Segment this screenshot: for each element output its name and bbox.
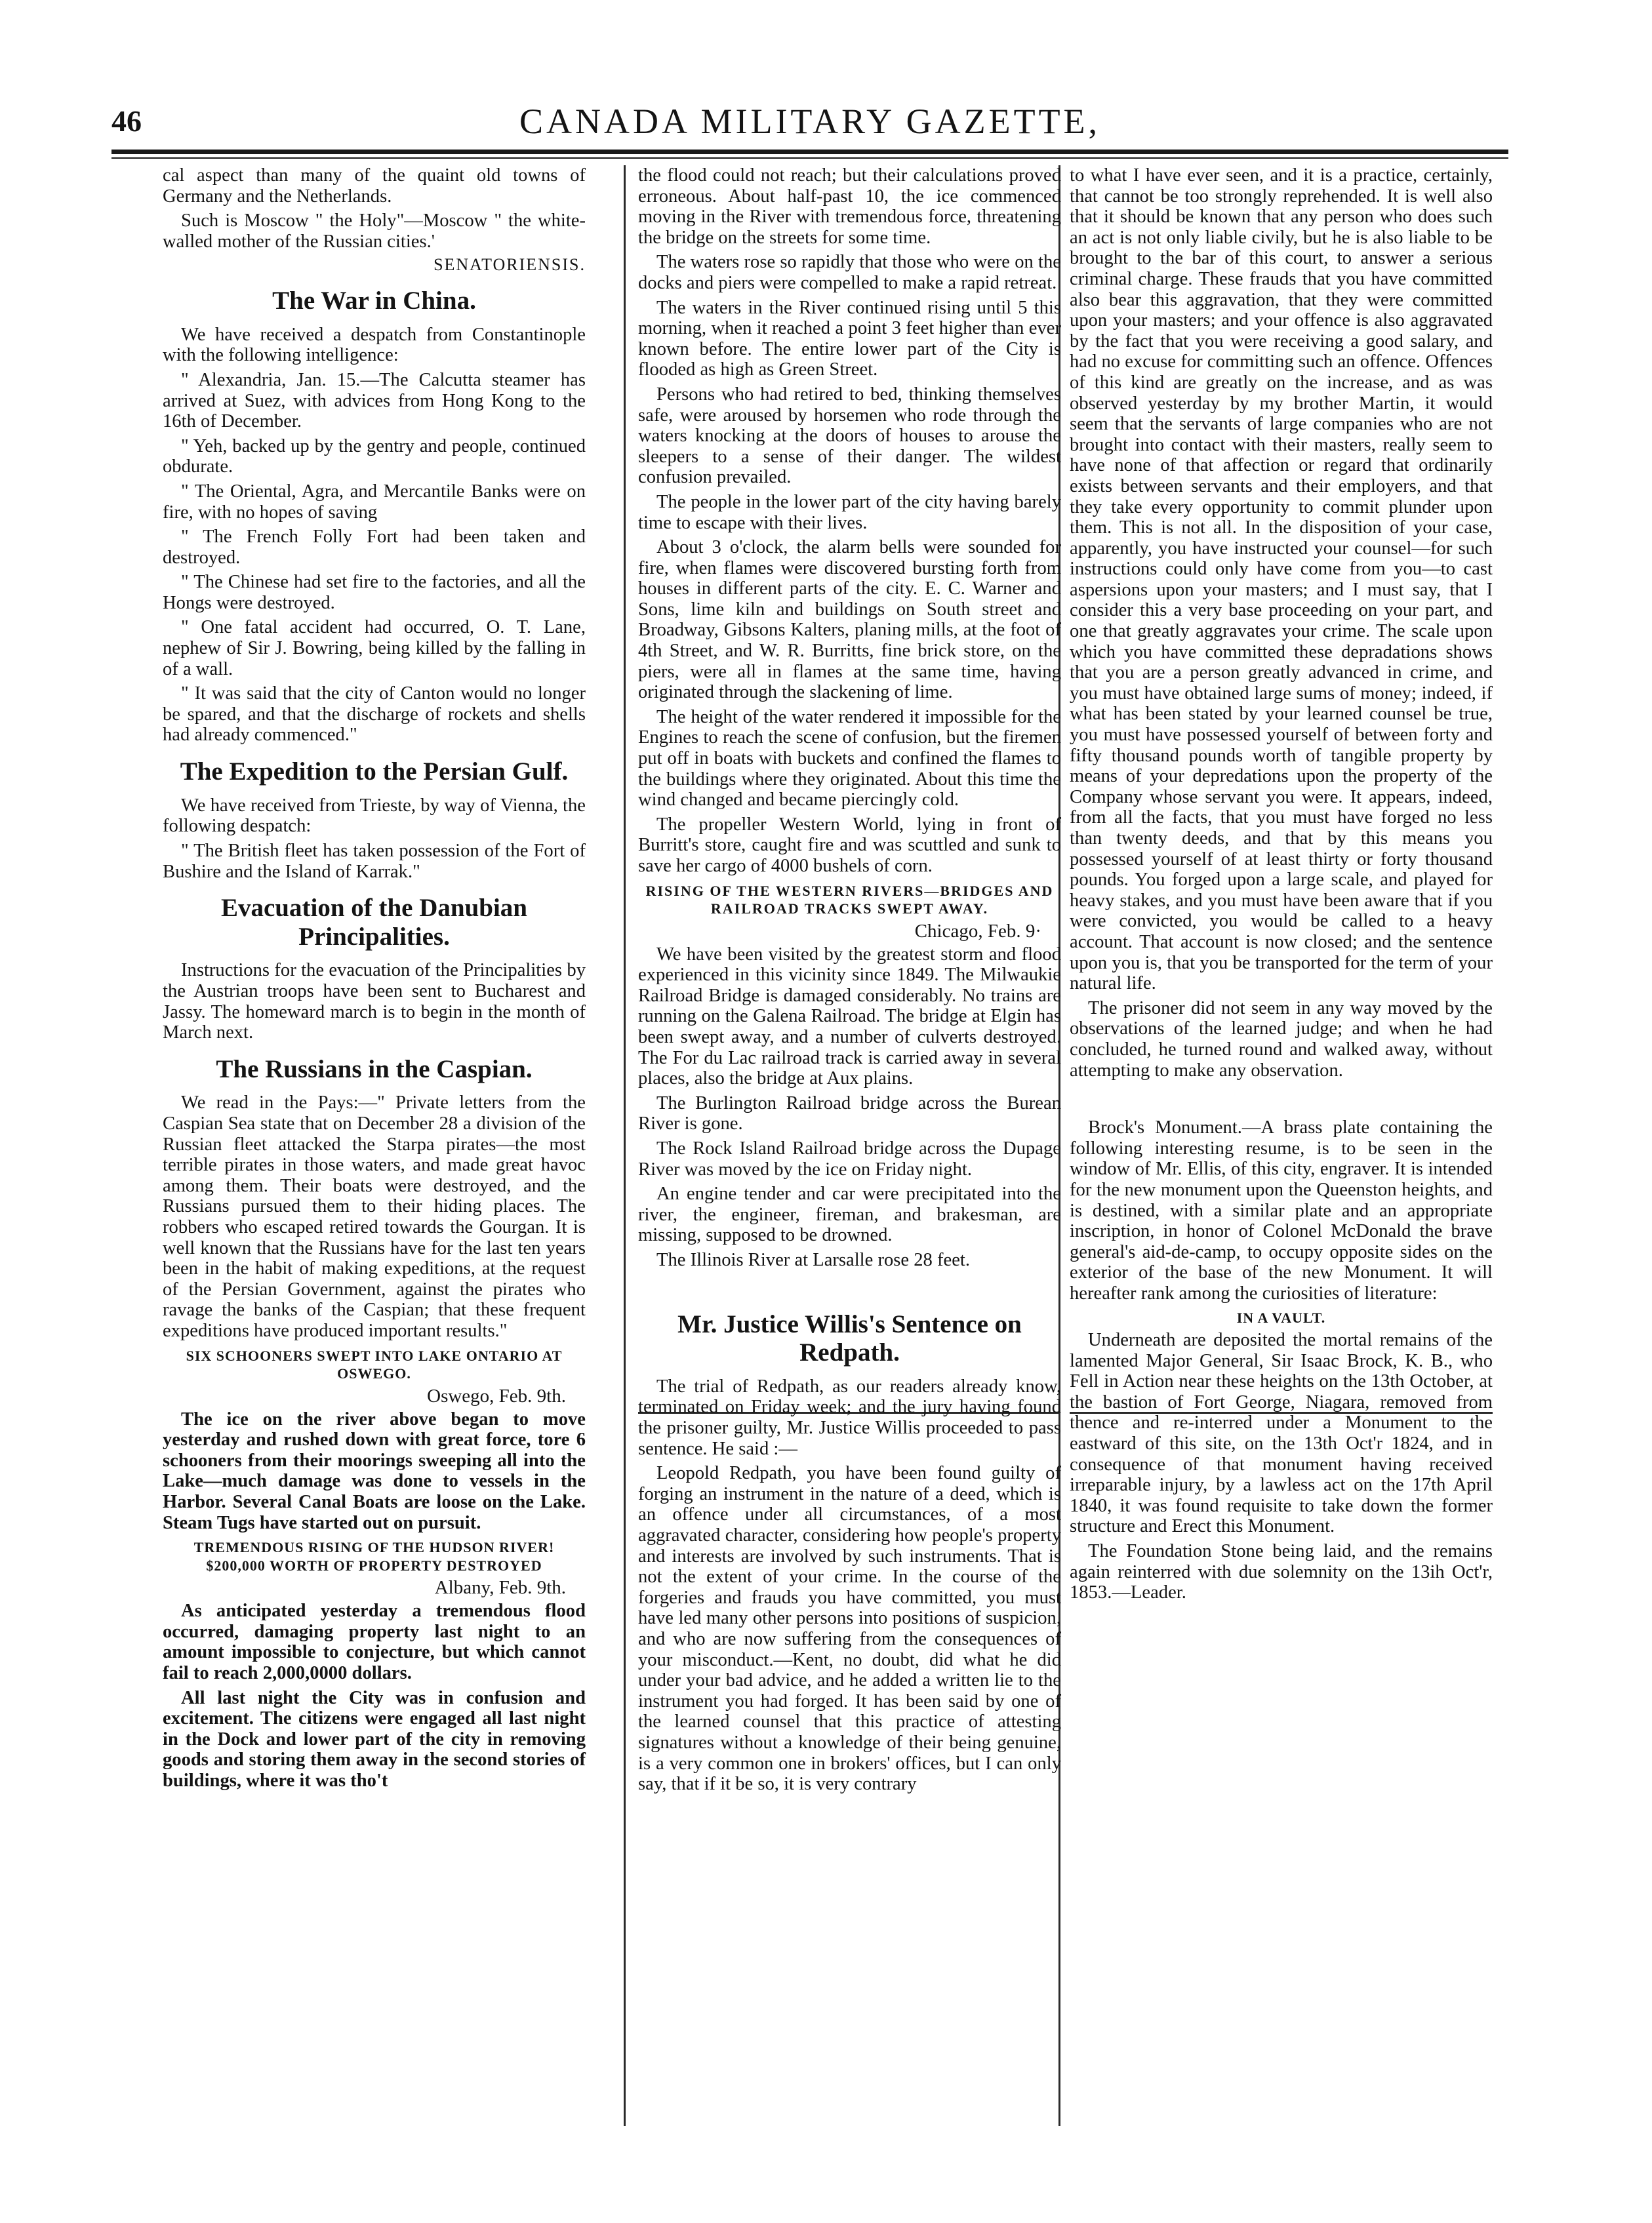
column-3 [1070,165,1493,1607]
dateline: Oswego, Feb. 9th. [427,1385,566,1407]
column-2 [638,165,1061,1799]
article-paragraph: " Yeh, backed up by the gentry and people, continued obdurate. [163,435,586,477]
header-rule [111,150,1508,154]
article-heading: The Expedition to the Persian Gulf. [180,757,569,786]
article-heading: Mr. Justice Willis's Sentence on Redpath. [677,1310,1022,1367]
article-paragraph: The height of the water rendered it impossible for the Engines to reach the scene of confusion, but the firemen put off in boats with buckets and confined the flames to the buildings where they originated. About this time the wind changed and became piercingly cold. [638,706,1061,811]
page-number: 46 [111,104,142,138]
article-paragraph: The prisoner did not seem in any way moved by the observations of the learned judge; and when he had concluded, he turned round and walked away, without attempting to make any observation. [1070,997,1493,1081]
article-paragraph: The people in the lower part of the city having barely time to escape with their lives. [638,491,1061,533]
article-paragraph: Persons who had retired to bed, thinking themselves safe, were aroused by horsemen who rode through the waters knocking at the doors of houses to arouse the sleepers to a sense of their danger. The wildest confusion prevailed. [638,384,1061,488]
article-paragraph: Leopold Redpath, you have been found guilty of forging an instrument in the nature of a deed, which is an offence under all circumstances, of a most aggravated character, considering how people's property and interests are involved by such instruments. That is not the extent of your crime. In the course of the forgeries and frauds you have committed, you must have led many other persons into positions of suspicion, and who are now suffering from the consequences of your misconduct.—Kent, no doubt, did what he did under your bad advice, and he added a written lie to the instrument you had forged. It has been said by one of the learned counsel that this practice of attesting signatures without a knowledge of their being genuine, is a very common one in brokers' offices, but I can only say, that if it be so, it is very contrary [638,1463,1061,1795]
article-paragraph: The trial of Redpath, as our readers already know, terminated on Friday week; and the jury having found the prisoner guilty, Mr. Justice Willis proceeded to pass sentence. He said :— [638,1376,1061,1459]
article-paragraph: the flood could not reach; but their calculations proved erroneous. About half-past 10, the ice commenced moving in the River with tremendous force, threatening the bridge on the streets for some time. [638,165,1061,248]
article-paragraph: Underneath are deposited the mortal remains of the lamented Major General, Sir Isaac Brock, K. B., who Fell in Action near these heights on the 13th October, at the bastion of Fort George, Niagara, removed from thence and re-interred under a Monument to the eastward of this site, on the 13th Oct'r 1824, and in consequence of that monument having received irreparable injury, by a lawless act on the 17th April 1840, it was found requisite to take down the former structure and Erect this Monument. [1070,1329,1493,1537]
article-paragraph: " Alexandria, Jan. 15.—The Calcutta steamer has arrived at Suez, with advices from Hong Kong to the 16th of December. [163,369,586,432]
article-paragraph: " The British fleet has taken possession of the Fort of Bushire and the Island of Karrak." [163,840,586,882]
news-subheading: IN A VAULT. [1236,1310,1326,1327]
header-rule-thin [111,157,1508,159]
dateline: Chicago, Feb. 9· [914,920,1041,942]
article-paragraph: We have been visited by the greatest storm and flood experienced in this vicinity since 1849. The Milwaukie Railroad Bridge is damaged considerably. No trains are running on the Galena Railroad. The bridge at Elgin has been swept away, and a number of culverts destroyed. The For du Lac railroad track is carried away in several places, also the bridge at Aux plains. [638,944,1061,1089]
masthead-title: CANADA MILITARY GAZETTE, [519,102,1101,141]
article-paragraph: " The Oriental, Agra, and Mercantile Banks were on fire, with no hopes of saving [163,481,586,523]
article-paragraph: As anticipated yesterday a tremendous flood occurred, damaging property last night to an amount impossible to conjecture, but which cannot fail to reach 2,000,0000 dollars. [163,1601,586,1684]
article-heading: Evacuation of the Danubian Principalities. [220,894,527,951]
article-paragraph: " It was said that the city of Canton would no longer be spared, and that the discharge of rockets and shells had already commenced." [163,683,586,746]
article-paragraph: The Foundation Stone being laid, and the remains again reinterred with due solemnity on the 13ih Oct'r, 1853.—Leader. [1070,1540,1493,1603]
article-paragraph: The ice on the river above began to move yesterday and rushed down with great force, tore 6 schooners from their moorings sweeping all into the Lake—much damage was done to vessels in the Harbor. Several Canal Boats are loose on the Lake. Steam Tugs have started out on pursuit. [163,1409,586,1533]
author-signature: SENATORIENSIS. [433,255,586,275]
article-paragraph: The Rock Island Railroad bridge across the Dupage River was moved by the ice on Friday night. [638,1138,1061,1180]
news-subheading: RISING OF THE WESTERN RIVERS—BRIDGES AND RAILROAD TRACKS SWEPT AWAY. [645,882,1054,917]
article-paragraph: We read in the Pays:—" Private letters from the Caspian Sea state that on December 28 a division of the Russian fleet attacked the Starpa pirates—the most terrible pirates in those waters, and made great havoc among them. Their boats were destroyed, and the Russians pursued them to their hiding places. The robbers who escaped retired towards the Gourgan. It is well known that the Russians have for the last ten years been in the habit of making expeditions, at the request of the Persian Government, against the pirates who ravage the banks of the Caspian; that these frequent expeditions have produced important results." [163,1092,586,1342]
column-divider [624,165,626,2126]
article-paragraph: " The French Folly Fort had been taken and destroyed. [163,527,586,568]
column-1 [163,165,586,1795]
article-paragraph: The waters in the River continued rising until 5 this morning, when it reached a point 3 feet higher than ever known before. The entire lower part of the City is flooded as high as Green Street. [638,297,1061,380]
page-header [111,98,1508,151]
article-heading: The Russians in the Caspian. [216,1054,533,1083]
article-paragraph: " The Chinese had set fire to the factories, and all the Hongs were destroyed. [163,572,586,613]
article-paragraph: to what I have ever seen, and it is a practice, certainly, that cannot be too strongly reprehended. It is well also that it should be known that any person who does such an act is not only liable civily, but he is also liable to be brought to the bar of this court, to answer a serious criminal charge. These frauds that you have committed also bear this aggravation, that they were committed upon your masters; and your offence is also aggravated by the fact that you were receiving a good salary, and had no excuse for committing such an offence. Offences of this kind are greatly on the increase, and as was observed yesterday by my brother Martin, it would seem that the servants of large companies who are not brought into contact with their masters, really seem to have none of that affection or regard that ordinarily exists between servants and their employers, and that they take every opportunity to commit plunder upon them. This is not all. In the disposition of your case, apparently, you have instructed your counsel—for such instructions could only have come from you—to cast aspersions upon your masters; and I must say, that I consider this a very base proceeding on your part, and one that greatly aggravates your crime. The scale upon which you have committed these depradations shows that you are a person greatly advanced in crime, and you must have obtained large sums of money; indeed, if what has been stated by your learned counsel be true, you must have possessed yourself of between forty and fifty thousand pounds worth of tangible property by means of your depredations upon the property of the Company whose servant you were. It appears, indeed, from all the facts, that you must have forged no less than twenty deeds, and that by this means you possessed yourself of at least thirty or forty thousand pounds. You forged upon a large scale, and played for heavy stakes, and you must have been aware that if you were convicted, you would be called to a heavy account. That account is now closed; and the sentence upon you is, that you be transported for the term of your natural life. [1070,165,1493,994]
article-paragraph: We have received from Trieste, by way of Vienna, the following despatch: [163,795,586,837]
article-paragraph: The Burlington Railroad bridge across the Burean River is gone. [638,1092,1061,1134]
dateline: Albany, Feb. 9th. [434,1577,566,1599]
article-paragraph: The Illinois River at Larsalle rose 28 feet. [656,1249,970,1270]
article-paragraph: cal aspect than many of the quaint old towns of Germany and the Netherlands. [163,165,586,207]
article-paragraph: All last night the City was in confusion and excitement. The citizens were engaged all last night in the Dock and lower part of the city in removing goods and storing them away in the second stories of buildings, where it was tho't [163,1687,586,1791]
article-paragraph: About 3 o'clock, the alarm bells were sounded for fire, when flames were discovered bursting forth from houses in different parts of the city. E. C. Warner and Sons, lime kiln and buildings on South street and Broadway, Gibsons Kalters, planing mills, at the foot of 4th Street, and W. R. Burritts, fine brick store, on the piers, were all in flames at the same time, having originated through the slackening of lime. [638,537,1061,703]
article-paragraph: An engine tender and car were precipitated into the river, the engineer, fireman, and brakesman, are missing, supposed to be drowned. [638,1184,1061,1246]
news-subheading: SIX SCHOONERS SWEPT INTO LAKE ONTARIO AT OSWEGO. [186,1347,563,1382]
article-paragraph: " One fatal accident had occurred, O. T. Lane, nephew of Sir J. Bowring, being killed by the falling in of a wall. [163,617,586,679]
article-heading: The War in China. [272,287,476,315]
article-paragraph: Brock's Monument.—A brass plate containing the following interesting resume, is to be seen in the window of Mr. Ellis, of this city, engraver. It is intended for the new monument upon the Queenston heights, and is destined, with a similar plate and an appropriate inscription, in honor of Colonel McDonald the brave general's aid-de-camp, to occupy opposite sides on the exterior of the base of the new Monument. It will hereafter rank among the curiosities of literature: [1070,1117,1493,1304]
article-paragraph: Instructions for the evacuation of the Principalities by the Austrian troops have been sent to Bucharest and Jassy. The homeward march is to begin in the month of March next. [163,960,586,1043]
news-subheading: TREMENDOUS RISING OF THE HUDSON RIVER! $200,000 WORTH OF PROPERTY DESTROYED [193,1539,555,1574]
article-paragraph: We have received a despatch from Constantinople with the following intelligence: [163,324,586,366]
article-paragraph: Such is Moscow " the Holy"—Moscow " the white-walled mother of the Russian cities.' [163,210,586,252]
article-paragraph: The propeller Western World, lying in front of Burritt's store, caught fire and was scuttled and sunk to save her cargo of 4000 bushels of corn. [638,814,1061,876]
article-paragraph: The waters rose so rapidly that those who were on the docks and piers were compelled to make a rapid retreat. [638,252,1061,293]
